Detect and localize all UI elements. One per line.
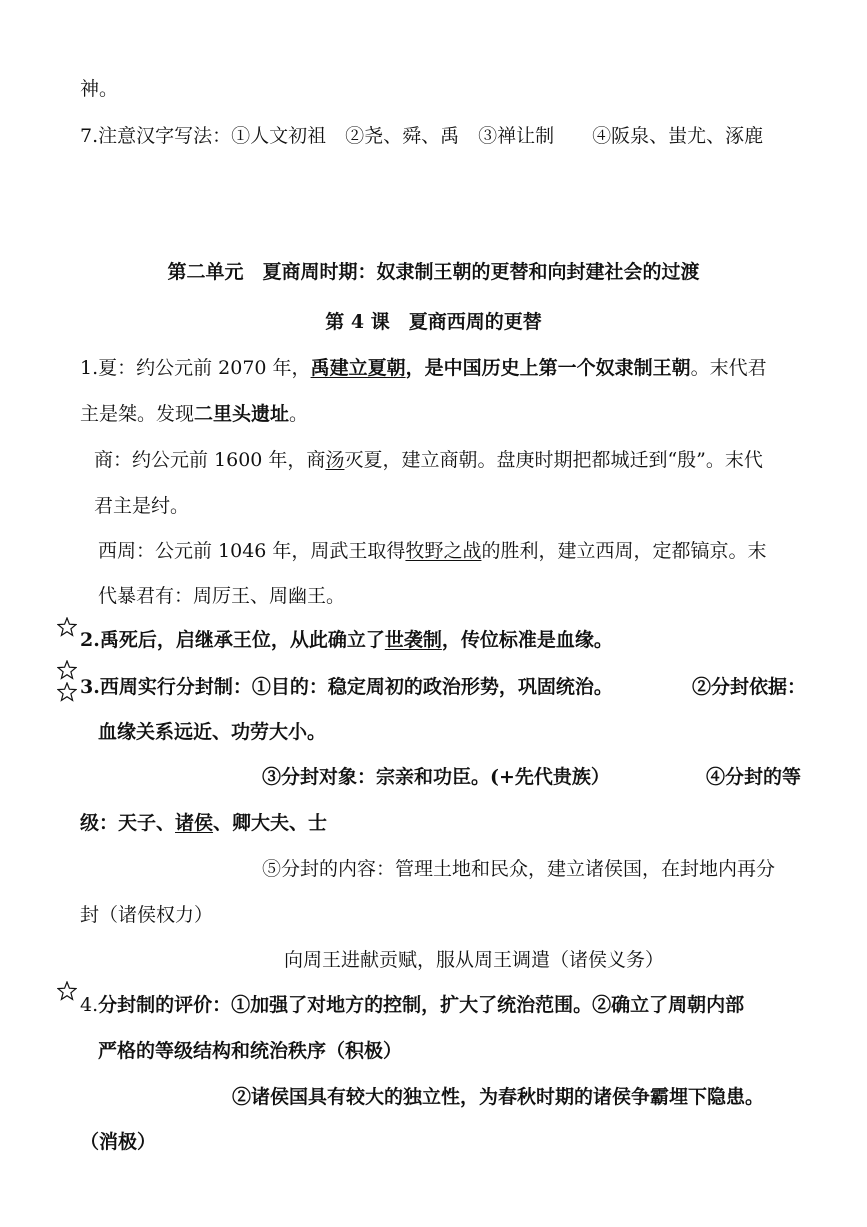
star-icon [57,617,77,637]
shang-text-c: 灭夏，建立商朝。盘庚时期把都城迁到“殷”。末代 [344,449,763,471]
shang-tang: 汤 [325,449,345,471]
intro-tail: 神。 [80,78,119,100]
xia-first-dynasty: ，是中国历史上第一个奴隶制王朝 [405,357,691,379]
item-3-line-2: 血缘关系远近、功劳大小。 [98,721,327,743]
item-4-negative: ②诸侯国具有较大的独立性，为春秋时期的诸侯争霸埋下隐患。 [232,1086,765,1108]
zhou-line-1 [98,539,766,563]
item-7: 7.注意汉字写法：①人文初祖 ②尧、舜、禹 ③禅让制 ④阪泉、蚩尤、涿鹿 [80,125,764,147]
grades-text-c: 、卿大夫、士 [213,812,328,834]
xia-line-1 [80,356,767,380]
item2-text-a: 2.禹死后，启继承王位，从此确立了 [80,629,385,651]
xia-text-a: 1.夏：约公元前 2070 年， [80,357,311,379]
muye-battle: 牧野之战 [405,540,482,562]
shang-line-2: 君主是纣。 [94,495,190,517]
item-3-line-1: 3.西周实行分封制：①目的：稳定周初的政治形势，巩固统治。 [80,676,613,698]
item-2 [80,628,613,652]
xia-text-d: 。末代君 [690,357,767,379]
item4-num: 4. [80,994,99,1016]
zhou-line-2: 代暴君有：周厉王、周幽王。 [98,585,346,607]
item-3-content: ⑤分封的内容：管理土地和民众，建立诸侯国，在封地内再分 [262,858,776,880]
star-icon [57,660,77,680]
item-3-objects: ③分封对象：宗亲和功臣。(+先代贵族） [262,766,610,788]
item-3-rights: 封（诸侯权力） [80,904,214,926]
item4-evaluation: 分封制的评价：①加强了对地方的控制，扩大了统治范围。②确立了周朝内部 [98,994,745,1016]
item-3-basis: ②分封依据： [692,676,807,698]
star-icon [57,981,77,1001]
xia-text-e: 主是桀。发现 [80,403,195,425]
shang-text-a: 商：约公元前 1600 年，商 [94,449,326,471]
xia-founder: 禹建立夏朝 [310,357,406,379]
item-3-grades-label: ④分封的等 [706,766,802,788]
item-3-duties: 向周王进献贡赋，服从周王调遣（诸侯义务） [284,949,665,971]
unit-title: 第二单元 夏商周时期：奴隶制王朝的更替和向封建社会的过渡 [167,261,700,283]
item-4-line-1 [80,993,744,1017]
star-icon [57,682,77,702]
xia-line-2 [80,402,308,426]
xia-text-g: 。 [289,403,309,425]
item-4-negative-label: （消极） [80,1131,157,1153]
item-3-grades [80,811,327,835]
item2-text-c: ，传位标准是血缘。 [441,629,613,651]
item-4-line-2: 严格的等级结构和统治秩序（积极） [98,1040,403,1062]
erlitou-site: 二里头遗址 [194,403,290,425]
zhou-text-a: 西周：公元前 1046 年，周武王取得 [98,540,406,562]
lesson-title: 第 4 课 夏商西周的更替 [325,311,542,333]
vassals: 诸侯 [175,812,214,834]
shang-line-1 [94,448,763,472]
zhou-text-c: 的胜利，建立西周，定都镐京。末 [481,540,767,562]
grades-text-a: 级：天子、 [80,812,176,834]
hereditary-system: 世袭制 [384,629,442,651]
